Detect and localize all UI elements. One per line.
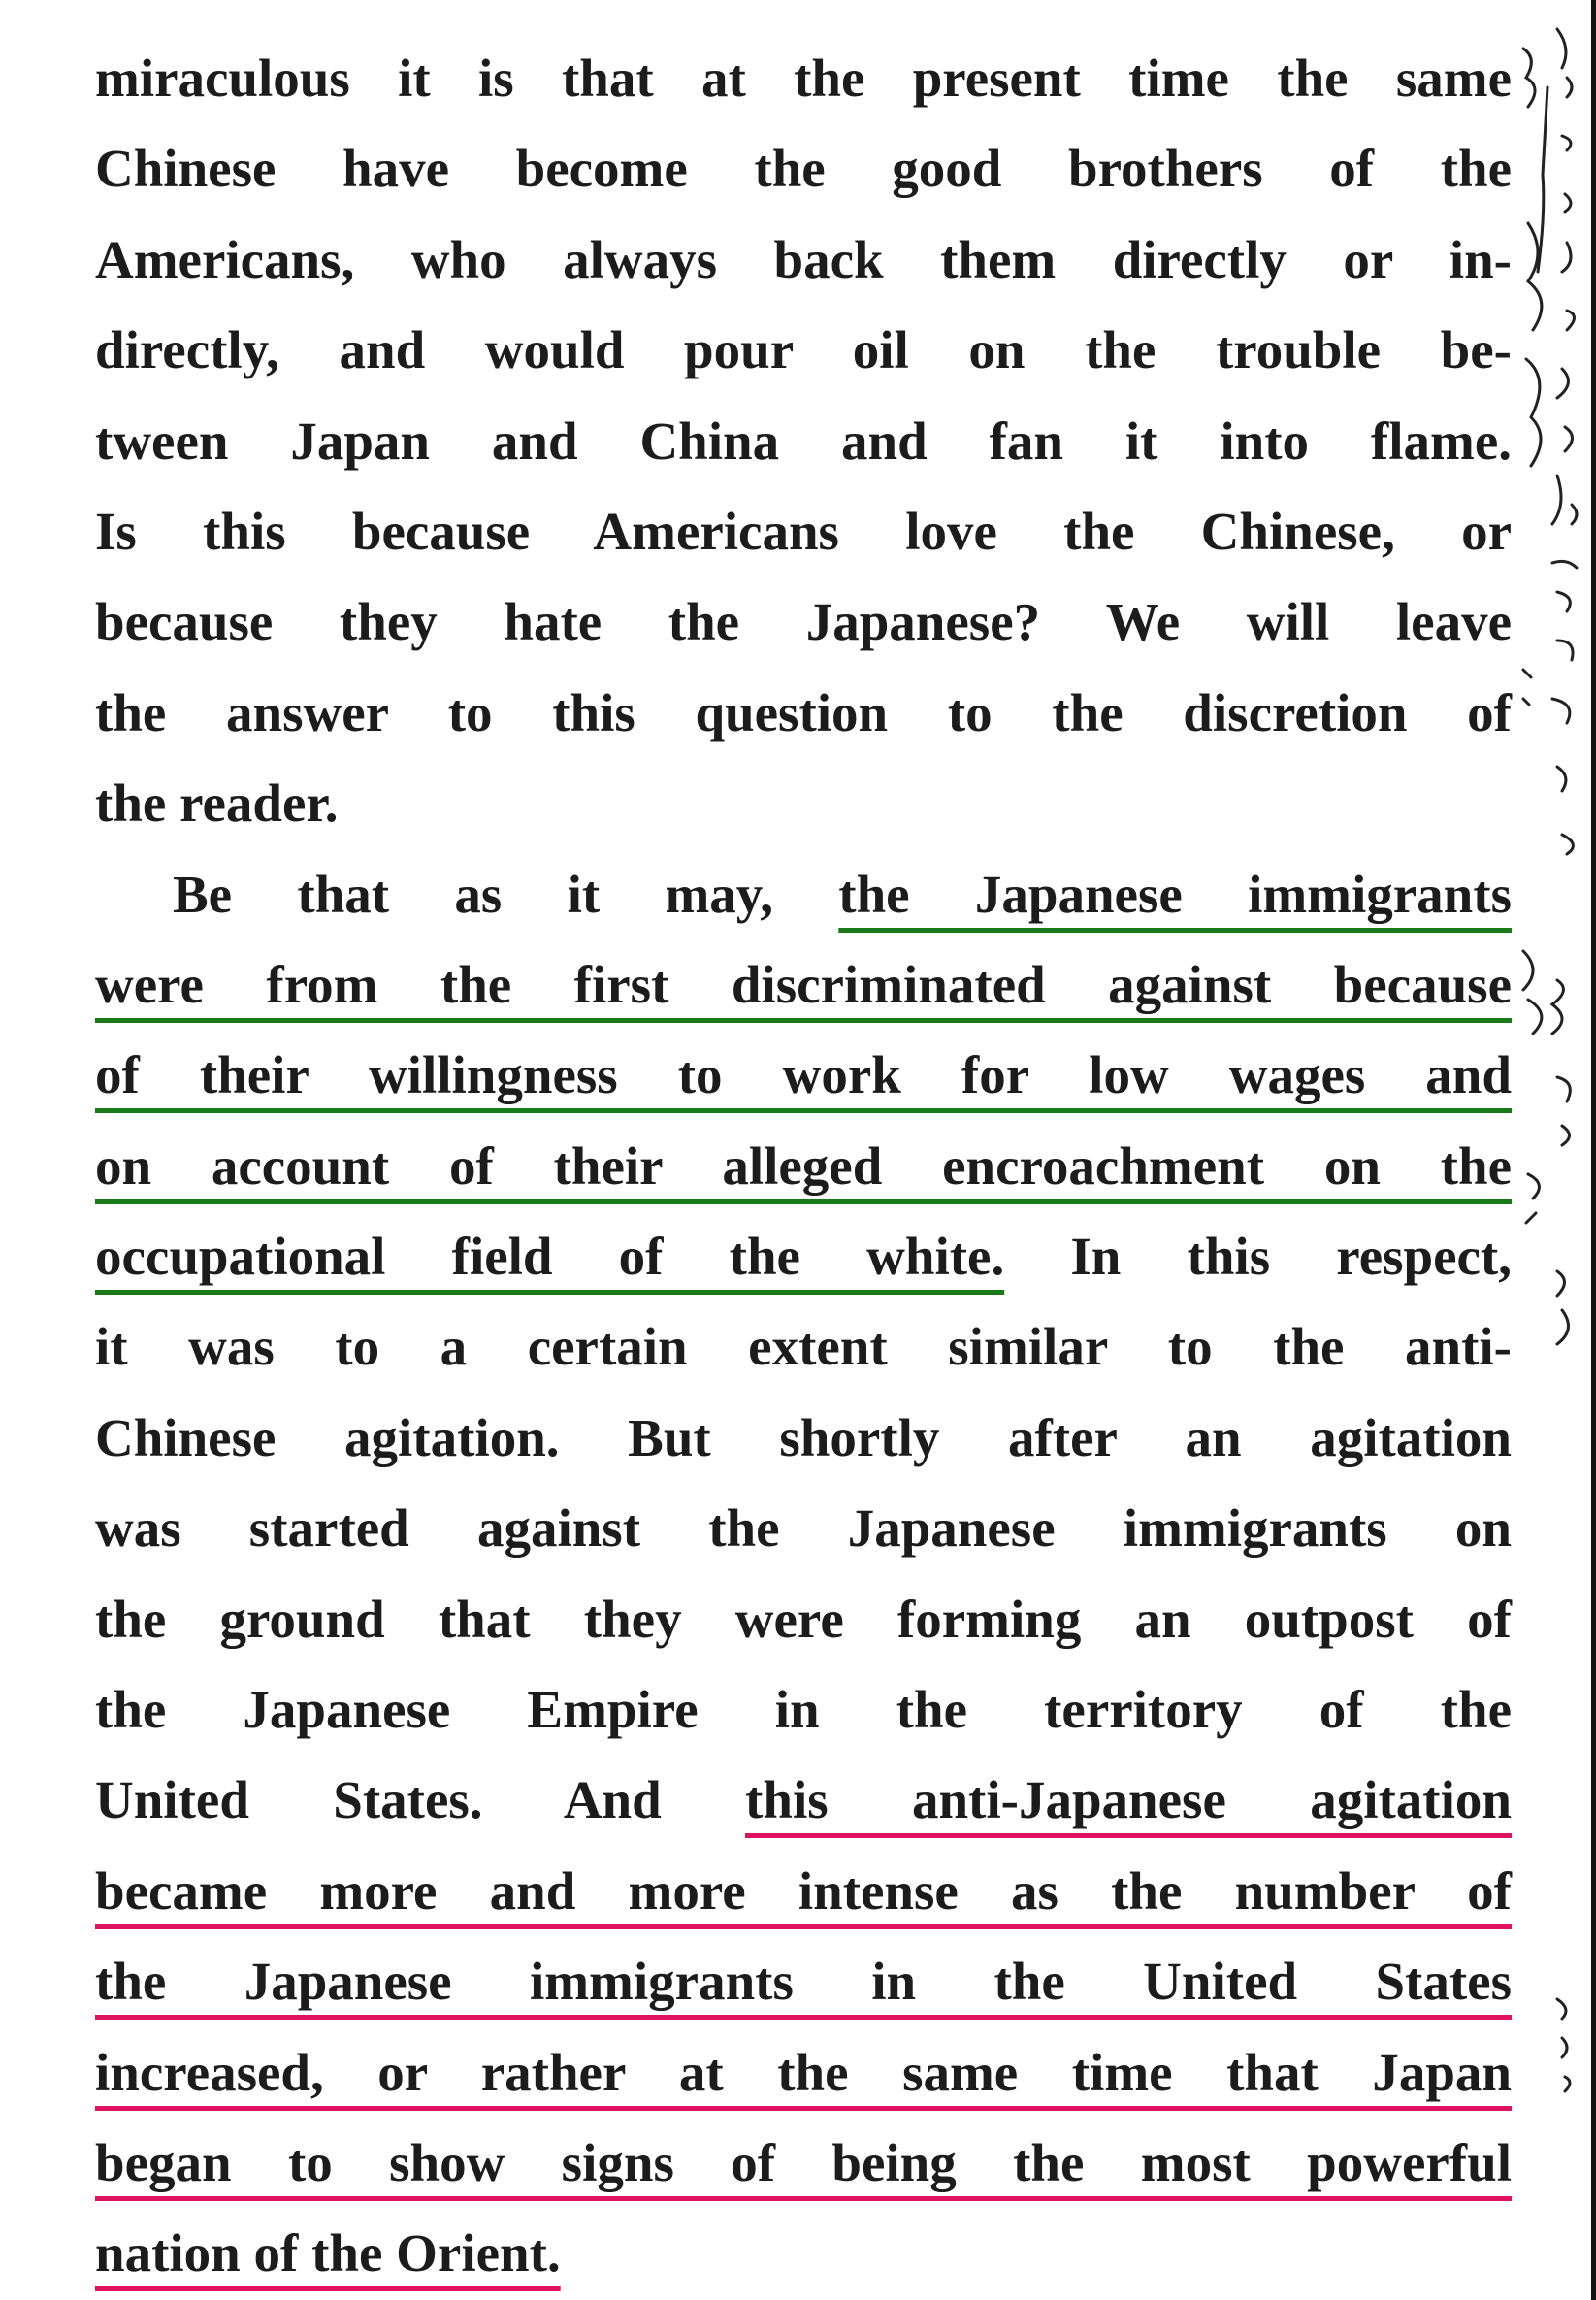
text-line: Chinese agitation. But shortly after an agitation bbox=[95, 1407, 1512, 1467]
page-edge bbox=[1591, 0, 1596, 2300]
text-line: it was to a certain extent similar to the anti- bbox=[95, 1317, 1512, 1377]
text-line: tween Japan and China and fan it into flame. bbox=[95, 411, 1512, 471]
green-highlight: occupational field of the white. bbox=[95, 1227, 1005, 1287]
text-line bbox=[95, 1755, 1512, 1845]
text-line: the ground that they were forming an outpost of bbox=[95, 1589, 1512, 1649]
green-highlight: of their willingness to work for low wages and bbox=[95, 1045, 1512, 1105]
text-line: the answer to this question to the discretion of bbox=[95, 682, 1512, 742]
text-line bbox=[95, 1030, 1512, 1120]
text-line bbox=[95, 2118, 1512, 2208]
text-line bbox=[95, 1211, 1512, 1301]
pink-highlight: became more and more intense as the number of bbox=[95, 1860, 1512, 1921]
text-segment: Be that as it may, bbox=[173, 864, 839, 924]
green-highlight: the Japanese immigrants bbox=[838, 864, 1512, 924]
pink-highlight: this anti-Japanese agitation bbox=[745, 1770, 1512, 1830]
text-line: the reader. bbox=[95, 773, 339, 834]
pink-highlight: began to show signs of being the most powerful bbox=[95, 2132, 1512, 2192]
text-line bbox=[95, 2027, 1512, 2118]
text-line bbox=[95, 849, 1512, 939]
text-line: Americans, who always back them directly or in- bbox=[95, 229, 1512, 289]
text-line: miraculous it is that at the present time the same bbox=[95, 49, 1512, 108]
text-line bbox=[95, 1846, 1512, 1936]
pink-highlight: increased, or rather at the same time that Japan bbox=[95, 2042, 1512, 2102]
green-highlight: were from the first discriminated against because bbox=[95, 954, 1512, 1014]
body-text bbox=[95, 33, 1512, 2299]
text-line bbox=[95, 1936, 1512, 2026]
text-line bbox=[95, 2208, 1512, 2298]
green-highlight: on account of their alleged encroachment on the bbox=[95, 1135, 1512, 1196]
handwritten-margin-notes bbox=[1518, 19, 1594, 2281]
text-line: because they hate the Japanese? We will leave bbox=[95, 592, 1512, 652]
pink-highlight: the Japanese immigrants in the United States bbox=[95, 1952, 1512, 2012]
text-line: the Japanese Empire in the territory of the bbox=[95, 1680, 1512, 1740]
text-line: Chinese have become the good brothers of the bbox=[95, 139, 1512, 199]
text-line: directly, and would pour oil on the trouble be- bbox=[95, 320, 1512, 380]
text-line bbox=[95, 939, 1512, 1030]
text-segment: United States. And bbox=[95, 1770, 746, 1830]
pink-highlight: nation of the Orient. bbox=[95, 2223, 561, 2284]
text-line: was started against the Japanese immigrants on bbox=[95, 1498, 1512, 1559]
text-segment: In this respect, bbox=[1004, 1227, 1512, 1287]
margin-scribble-icon bbox=[1518, 19, 1594, 2281]
text-line: Is this because Americans love the Chinese, or bbox=[95, 501, 1512, 561]
text-line bbox=[95, 1121, 1512, 1211]
